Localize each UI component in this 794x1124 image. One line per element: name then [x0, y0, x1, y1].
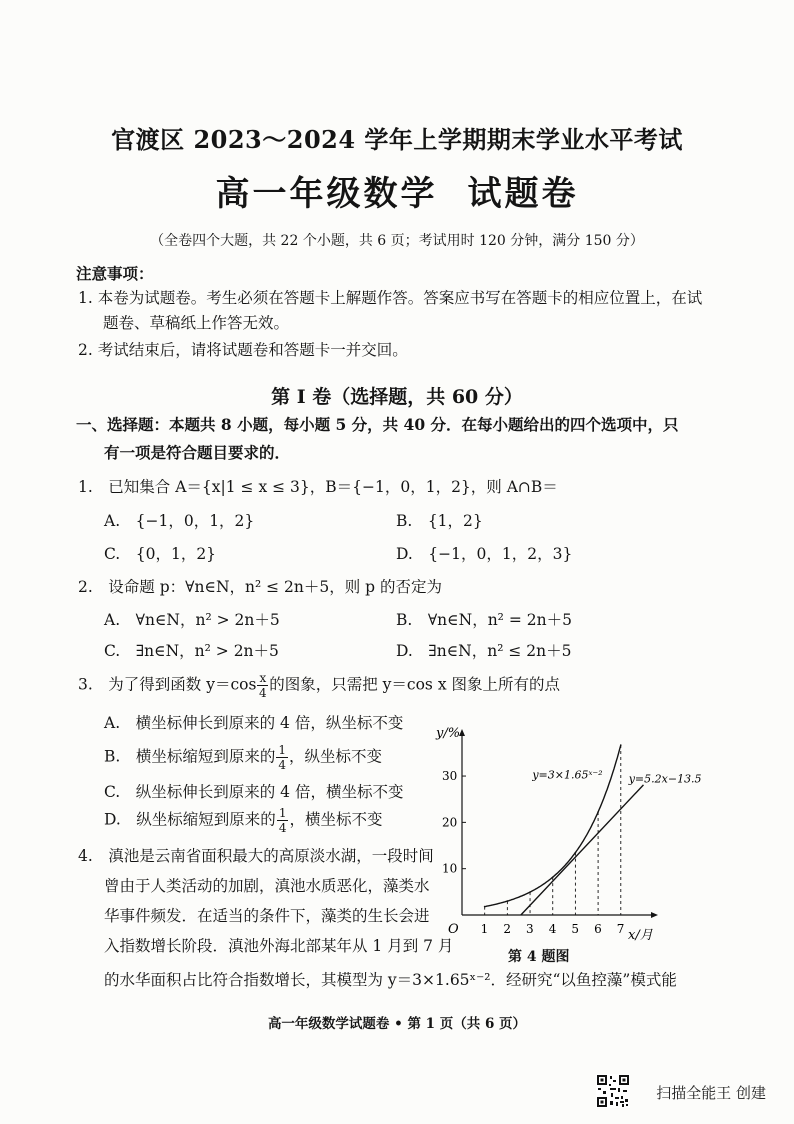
subject-title — [0, 166, 794, 215]
question-4-line-1: 4. 滇池是云南省面积最大的高原淡水湖，一段时间 — [78, 847, 434, 865]
question-3-option-b-post: ，纵坐标不变 — [288, 747, 382, 766]
option-b-fraction — [276, 744, 288, 771]
question-3-option-d-pre: D. 纵坐标缩短到原来的 — [104, 810, 276, 829]
linear-line — [521, 785, 643, 915]
y-tick-label-10: 10 — [442, 861, 458, 876]
question-4-line-5: 的水华面积占比符合指数增长，其模型为 y＝3×1.65ˣ⁻²．经研究“以鱼控藻”模式能 — [104, 971, 677, 989]
question-2-stem: 2. 设命题 p：∀n∈N，n² ≤ 2n＋5，则 p 的否定为 — [78, 578, 443, 596]
question-3-option-b-pre: B. 横坐标缩短到原来的 — [104, 747, 276, 766]
notes-item-1-line-1: 1. 本卷为试题卷。考生必须在答题卡上解题作答。答案应书写在答题卡的相应位置上，在试 — [78, 289, 703, 307]
exponential-point-1 — [484, 906, 486, 908]
notes-heading: 注意事项： — [76, 264, 154, 283]
section-intro-line-1: 一、选择题：本题共 8 小题，每小题 5 分，共 40 分．在每小题给出的四个选项中，只 — [76, 415, 679, 434]
subject-title-right: 试题卷 — [467, 174, 579, 214]
exponential-point-3 — [529, 891, 531, 893]
exponential-point-4 — [552, 876, 554, 878]
subject-title-left: 高一年级数学 — [215, 174, 438, 214]
question-2-option-a: A. ∀n∈N，n² > 2n＋5 — [104, 611, 280, 629]
x-tick-label-4: 4 — [548, 922, 557, 936]
exponential-point-7 — [620, 744, 622, 746]
option-b-fraction-numerator: 1 — [278, 743, 286, 757]
question-2-option-c: C. ∃n∈N，n² > 2n＋5 — [104, 642, 279, 660]
question-1-option-b: B. {1，2} — [396, 512, 483, 530]
x-axis-label: x/月 — [628, 928, 653, 943]
exponential-point-2 — [507, 900, 509, 902]
notes-item-1-line-2: 题卷、草稿纸上作答无效。 — [103, 314, 290, 332]
figure-4-caption: 第 4 题图 — [508, 949, 570, 965]
question-4-line-3: 华事件频发．在适当的条件下，藻类的生长会进 — [104, 907, 430, 925]
question-3-stem-post: 的图象，只需把 y＝cos x 图象上所有的点 — [269, 675, 560, 694]
exponential-curve-label: y=3×1.65ˣ⁻² — [532, 768, 603, 782]
question-3-option-a: A. 横坐标伸长到原来的 4 倍，纵坐标不变 — [104, 714, 404, 732]
question-3-stem-pre: 3. 为了得到函数 y＝cos — [78, 675, 257, 694]
option-b-fraction-denominator: 4 — [278, 758, 286, 772]
y-tick-label-20: 20 — [442, 815, 458, 830]
question-3-option-d-post: ，横坐标不变 — [289, 810, 383, 829]
notes-item-2: 2. 考试结束后，请将试题卷和答题卡一并交回。 — [78, 341, 408, 359]
y-tick-label-30: 30 — [442, 769, 458, 784]
exam-info: （全卷四个大题，共 22 个小题，共 6 页；考试用时 120 分钟，满分 150 分） — [150, 233, 644, 249]
option-d-fraction — [277, 807, 289, 834]
origin-label: O — [448, 922, 459, 937]
qr-code-icon — [596, 1074, 630, 1108]
question-3-fraction — [257, 672, 268, 699]
section-title: 第 I 卷（选择题，共 60 分） — [271, 386, 523, 408]
y-axis-label: y/% — [436, 726, 461, 741]
question-4-line-2: 曾由于人类活动的加剧，滇池水质恶化，藻类水 — [104, 877, 430, 895]
question-1-option-d: D. {−1，0，1，2，3} — [396, 545, 573, 563]
question-2-option-d: D. ∃n∈N，n² ≤ 2n＋5 — [396, 642, 572, 660]
question-3-option-b — [104, 744, 382, 771]
page-footer: 高一年级数学试题卷 • 第 1 页（共 6 页） — [267, 1016, 527, 1032]
question-3-option-d — [104, 807, 382, 834]
option-d-fraction-denominator: 4 — [278, 821, 287, 835]
x-tick-label-7: 7 — [616, 922, 625, 936]
x-tick-label-1: 1 — [480, 922, 489, 936]
x-tick-label-5: 5 — [571, 922, 580, 936]
option-d-fraction-numerator: 1 — [278, 806, 287, 820]
question-4-line-4: 入指数增长阶段．滇池外海北部某年从 1 月到 7 月 — [104, 937, 454, 955]
question-1-option-c: C. {0，1，2} — [104, 545, 217, 563]
figure-4-chart — [420, 715, 702, 945]
x-tick-label-3: 3 — [526, 922, 534, 936]
exam-title: 官渡区 2023～2024 学年上学期期末学业水平考试 — [111, 125, 683, 154]
question-3-fraction-denominator: 4 — [259, 686, 267, 700]
question-1-stem: 1. 已知集合 A＝{x|1 ≤ x ≤ 3}，B＝{−1，0，1，2}，则 A∩B＝ — [78, 478, 558, 496]
question-3-option-c: C. 纵坐标伸长到原来的 4 倍，横坐标不变 — [104, 783, 404, 801]
question-3-fraction-numerator: x — [259, 671, 267, 685]
x-axis-arrow-icon — [651, 912, 658, 918]
section-intro-line-2: 有一项是符合题目要求的． — [104, 443, 291, 462]
x-tick-label-6: 6 — [594, 922, 602, 936]
question-1-option-a: A. {−1，0，1，2} — [104, 512, 255, 530]
x-tick-label-2: 2 — [503, 922, 512, 936]
exponential-point-5 — [575, 852, 577, 854]
linear-line-label: y=5.2x−13.5 — [628, 772, 702, 786]
question-3-stem — [78, 672, 560, 699]
scanner-watermark: 扫描全能王 创建 — [656, 1084, 766, 1102]
question-2-option-b: B. ∀n∈N，n² = 2n＋5 — [396, 611, 572, 629]
exponential-point-6 — [597, 811, 599, 813]
